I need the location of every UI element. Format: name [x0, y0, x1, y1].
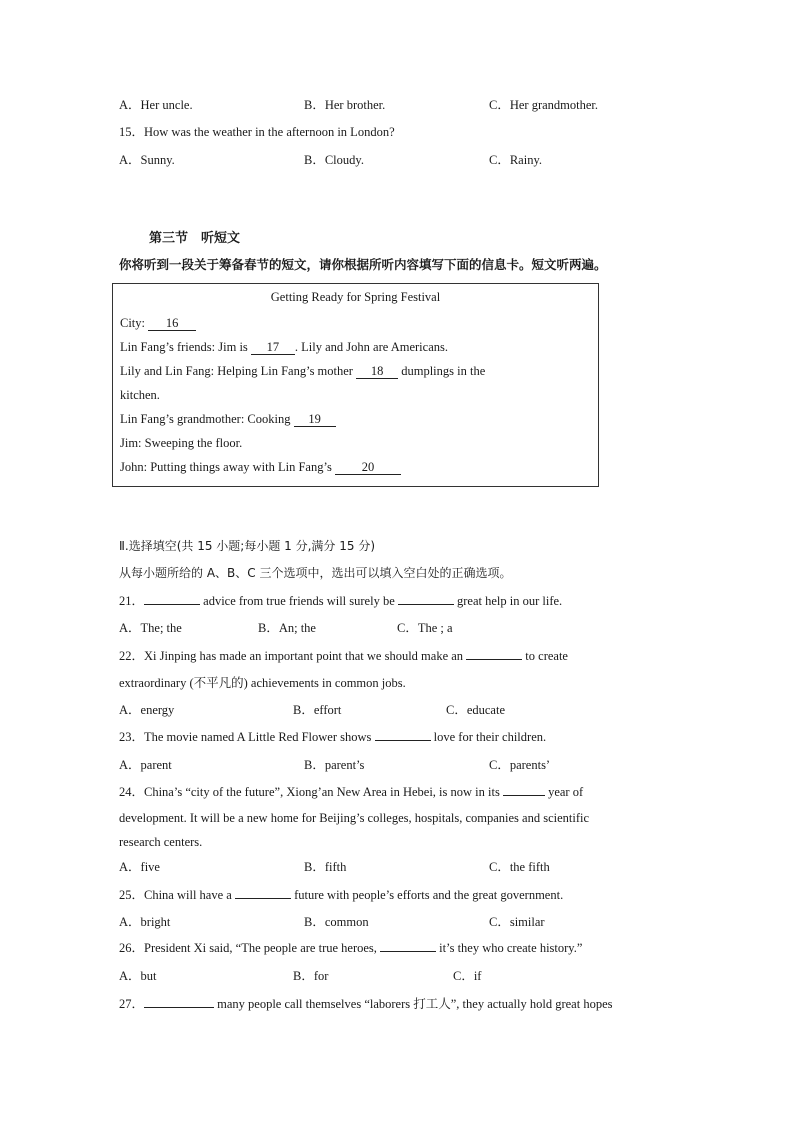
q25-text-end: future with people’s efforts and the great government.	[290, 888, 564, 902]
q25-option-b: B．common	[304, 915, 369, 929]
help-text: dumplings in the	[398, 364, 486, 378]
q22-option-c: C．educate	[446, 703, 506, 717]
q26-text: 26．President Xi said, “The people are true heroes,	[119, 941, 381, 955]
blank-16: 16	[148, 316, 196, 331]
q22-stem	[119, 648, 568, 664]
q21-blank-2	[398, 604, 454, 605]
q22-option-b: B．effort	[293, 703, 342, 717]
card-title: Getting Ready for Spring Festival	[270, 290, 441, 304]
q25-option-c: C．similar	[489, 915, 545, 929]
q23-text: 23．The movie named A Little Red Flower shows	[119, 730, 375, 744]
q26-option-a: A．but	[119, 969, 157, 983]
q22-text: 22．Xi Jinping has made an important point that we should make an	[119, 649, 467, 663]
q22-option-a: A．energy	[119, 703, 175, 717]
city-label: City:	[120, 316, 149, 330]
blank-17: 17	[251, 340, 295, 355]
q23-option-b: B．parent’s	[304, 758, 365, 772]
friends-label: Lin Fang’s friends: Jim is	[120, 340, 251, 354]
q25-text: 25．China will have a	[119, 888, 235, 902]
q23-option-c: C．parents’	[489, 758, 551, 772]
q26-blank	[380, 951, 436, 952]
section3-title: 第三节 听短文	[149, 231, 241, 246]
part2-instruction: 从每小题所给的 A、B、C 三个选项中，选出可以填入空白处的正确选项。	[119, 566, 512, 580]
q21-text-end: great help in our life.	[453, 594, 563, 608]
q23-option-a: A．parent	[119, 758, 172, 772]
q23-blank	[375, 740, 431, 741]
q15-option-b: B．Cloudy.	[304, 153, 364, 167]
q25-blank	[235, 898, 291, 899]
part2-title: Ⅱ.选择填空(共 15 小题;每小题 1 分,满分 15 分)	[119, 539, 376, 553]
q26-stem	[119, 940, 582, 956]
q24-stem-line3: research centers.	[119, 835, 203, 849]
q21-option-b: B．An; the	[258, 621, 316, 635]
grandma-label: Lin Fang’s grandmother: Cooking	[120, 412, 294, 426]
q15-option-a: A．Sunny.	[119, 153, 175, 167]
q15-option-c: C．Rainy.	[489, 153, 543, 167]
q25-stem	[119, 887, 563, 903]
q27-text: many people call themselves “laborers 打工人”, they actually hold great hopes	[214, 997, 613, 1011]
card-friends-line	[120, 339, 448, 355]
john-label: John: Putting things away with Lin Fang’s	[120, 460, 335, 474]
q24-text-end: year of	[544, 785, 584, 799]
q23-stem	[119, 729, 546, 745]
card-john-line	[120, 459, 401, 475]
q21-stem	[119, 593, 562, 609]
q26-option-c: C．if	[453, 969, 482, 983]
q15-stem: 15．How was the weather in the afternoon in London?	[119, 125, 395, 139]
q27-stem	[119, 996, 613, 1012]
q22-stem-line2: extraordinary (不平凡的) achievements in common jobs.	[119, 676, 406, 690]
blank-19: 19	[294, 412, 336, 427]
help-label: Lily and Lin Fang: Helping Lin Fang’s mother	[120, 364, 357, 378]
card-city-line	[120, 315, 196, 331]
card-jim-line: Jim: Sweeping the floor.	[120, 436, 243, 450]
q26-text-end: it’s they who create history.”	[436, 941, 583, 955]
card-grandma-line	[120, 411, 336, 427]
friends-text: . Lily and John are Americans.	[294, 340, 448, 354]
q21-number: 21．	[119, 594, 145, 608]
q21-option-a: A．The; the	[119, 621, 182, 635]
q26-option-b: B．for	[293, 969, 329, 983]
blank-18: 18	[356, 364, 398, 379]
q24-blank	[503, 795, 545, 796]
card-help-cont: kitchen.	[120, 388, 160, 402]
q22-text-end: to create	[522, 649, 568, 663]
info-card	[112, 283, 599, 487]
card-help-line	[120, 363, 485, 379]
q27-number: 27．	[119, 997, 145, 1011]
q21-option-c: C．The ; a	[397, 621, 453, 635]
q22-blank	[466, 659, 522, 660]
q24-option-a: A．five	[119, 860, 160, 874]
section3-instruction: 你将听到一段关于筹备春节的短文，请你根据所听内容填写下面的信息卡。短文听两遍。	[119, 257, 607, 272]
q14-option-c: C．Her grandmother.	[489, 98, 599, 112]
q24-stem	[119, 784, 583, 800]
q24-text: 24．China’s “city of the future”, Xiong’an New Area in Hebei, is now in its	[119, 785, 503, 799]
q24-stem-line2: development. It will be a new home for Beijing’s colleges, hospitals, companies and scientific	[119, 811, 590, 825]
q24-option-b: B．fifth	[304, 860, 347, 874]
q24-option-c: C．the fifth	[489, 860, 550, 874]
q25-option-a: A．bright	[119, 915, 171, 929]
q27-blank	[144, 1007, 214, 1008]
q21-blank-1	[144, 604, 200, 605]
q14-option-a: A．Her uncle.	[119, 98, 193, 112]
blank-20: 20	[335, 460, 401, 475]
q14-option-b: B．Her brother.	[304, 98, 386, 112]
q21-text-mid: advice from true friends will surely be	[200, 594, 398, 608]
q23-text-end: love for their children.	[430, 730, 547, 744]
